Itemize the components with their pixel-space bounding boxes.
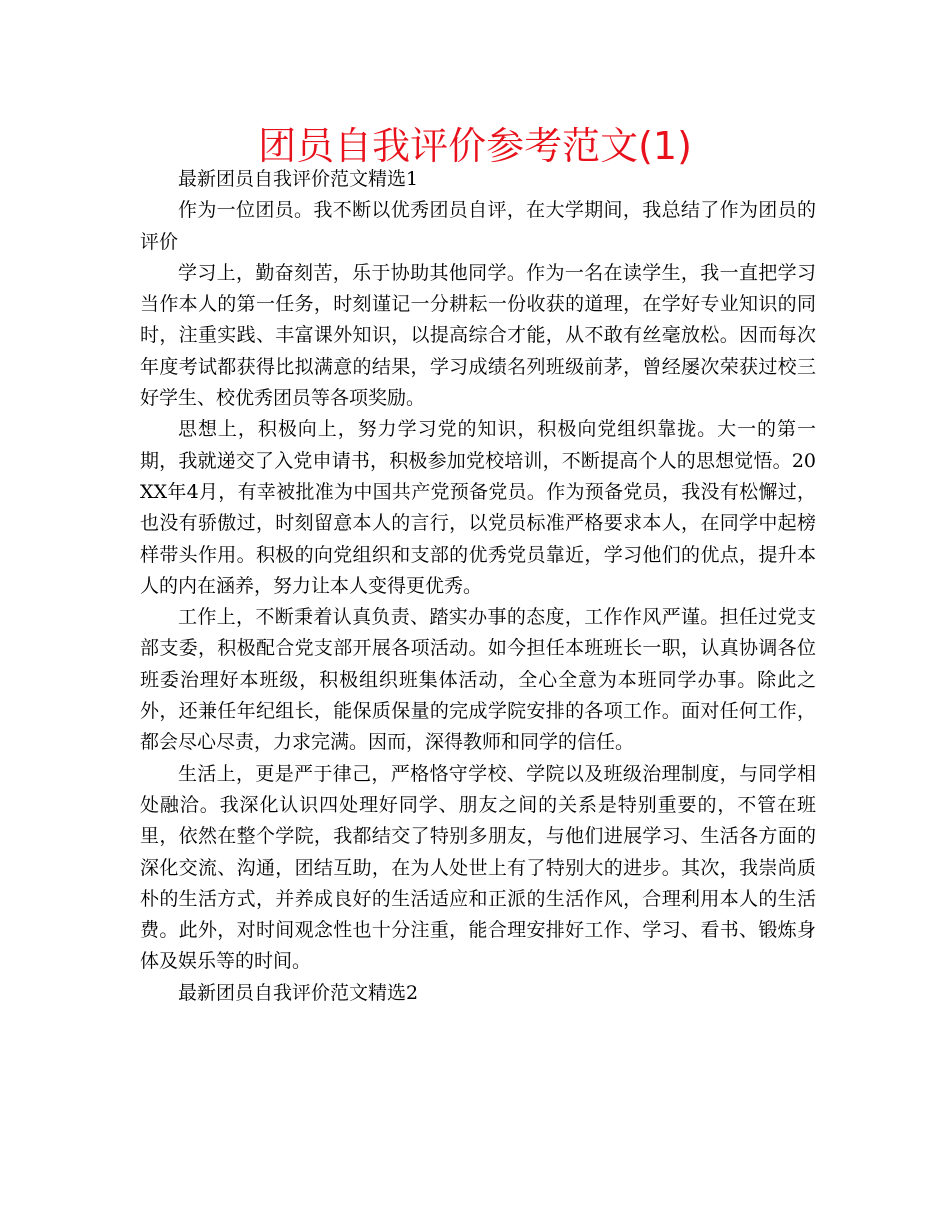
life-paragraph: 生活上，更是严于律己，严格恪守学校、学院以及班级治理制度，与同学相处融洽。我深化认识四处理好同学、朋友之间的关系是特别重要的，不管在班里，依然在整个学院，我都结交了特别多朋友，与他们进展学习、生活各方面的深化交流、沟通，团结互助，在为人处世上有了特别大的进步。其次，我崇尚质朴的生活方式，并养成良好的生活适应和正派的生活作风，合理利用本人的生活费。此外，对时间观念性也十分注重，能合理安排好工作、学习、看书、锻炼身体及娱乐等的时间。 <box>140 762 816 973</box>
section-heading-2: 最新团员自我评价范文精选2 <box>178 981 419 1004</box>
intro-paragraph: 作为一位团员。我不断以优秀团员自评，在大学期间，我总结了作为团员的评价 <box>140 199 816 253</box>
document-body <box>140 164 816 1009</box>
thought-paragraph: 思想上，积极向上，努力学习党的知识，积极向党组织靠拢。大一的第一期，我就递交了入党申请书，积极参加党校培训，不断提高个人的思想觉悟。20XX年4月，有幸被批准为中国共产党预备党员。作为预备党员，我没有松懈过，也没有骄傲过，时刻留意本人的言行，以党员标准严格要求本人，在同学中起榜样带头作用。积极的向党组织和支部的优秀党员靠近，学习他们的优点，提升本人的内在涵养，努力让本人变得更优秀。 <box>140 418 816 597</box>
study-paragraph: 学习上，勤奋刻苦，乐于协助其他同学。作为一名在读学生，我一直把学习当作本人的第一任务，时刻谨记一分耕耘一份收获的道理，在学好专业知识的同时，注重实践、丰富课外知识，以提高综合才能，从不敢有丝毫放松。因而每次年度考试都获得比拟满意的结果，学习成绩名列班级前茅，曾经屡次荣获过校三好学生、校优秀团员等各项奖励。 <box>140 261 816 410</box>
document-title: 团员自我评价参考范文(1) <box>258 124 692 168</box>
work-paragraph: 工作上，不断秉着认真负责、踏实办事的态度，工作作风严谨。担任过党支部支委，积极配合党支部开展各项活动。如今担任本班班长一职，认真协调各位班委治理好本班级，积极组织班集体活动，全心全意为本班同学办事。除此之外，还兼任年纪组长，能保质保量的完成学院安排的各项工作。面对任何工作，都会尽心尽责，力求完满。因而，深得教师和同学的信任。 <box>140 606 816 754</box>
section-heading-1: 最新团员自我评价范文精选1 <box>178 168 419 190</box>
